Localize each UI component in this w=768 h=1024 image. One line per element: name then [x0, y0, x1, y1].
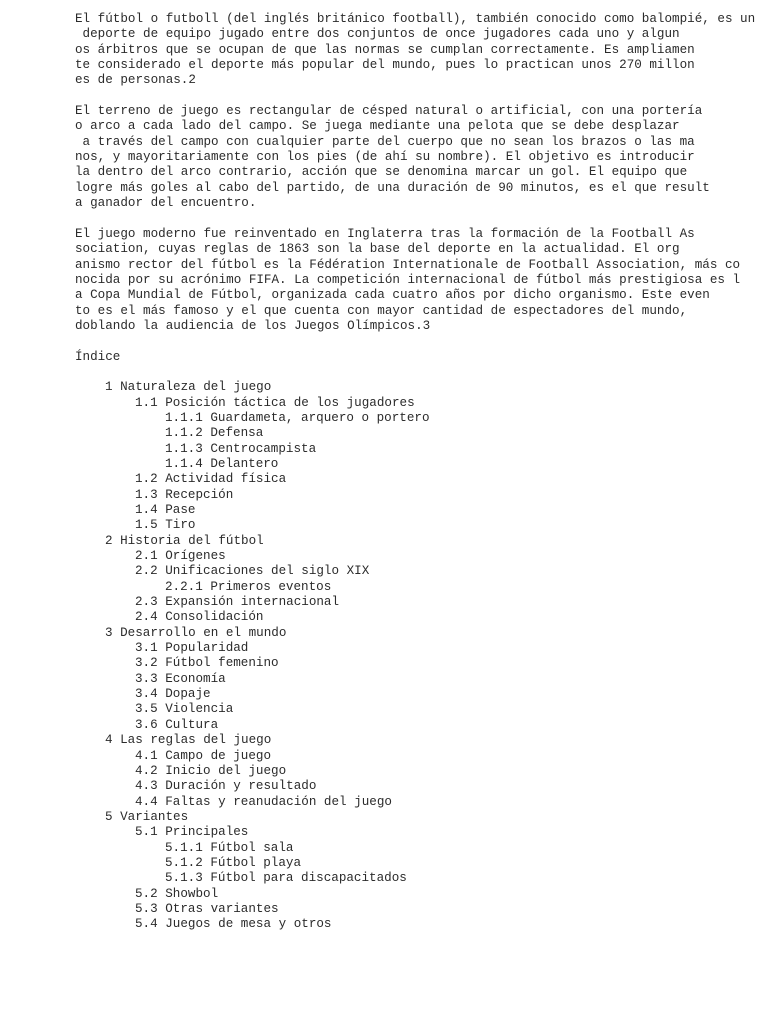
text-line: es de personas.2: [75, 73, 196, 88]
spacer: [75, 365, 755, 380]
text-line: sociation, cuyas reglas de 1863 son la base del deporte en la actualidad. El org: [75, 242, 680, 257]
text-line: anismo rector del fútbol es la Fédération Internationale de Football Association, más co: [75, 257, 741, 272]
toc-item: 4.2 Inicio del juego: [135, 763, 287, 778]
text-line: a Copa Mundial de Fútbol, organizada cada cuatro años por dicho organismo. Este even: [75, 288, 710, 303]
paragraph-field: [75, 104, 755, 211]
text-line: doblando la audiencia de los Juegos Olímpicos.3: [75, 318, 431, 333]
text-line: te considerado el deporte más popular del mundo, pues lo practican unos 270 millon: [75, 58, 695, 73]
table-of-contents: [75, 380, 755, 932]
toc-item: 3 Desarrollo en el mundo: [105, 625, 287, 640]
toc-item: 4.4 Faltas y reanudación del juego: [135, 794, 392, 809]
text-line: la dentro del arco contrario, acción que se denomina marcar un gol. El equipo que: [75, 165, 688, 180]
toc-item: 5.1.1 Fútbol sala: [165, 840, 294, 855]
text-line: logre más goles al cabo del partido, de una duración de 90 minutos, es el que result: [75, 180, 710, 195]
paragraph-history: [75, 227, 755, 334]
toc-item: 1.1 Posición táctica de los jugadores: [135, 395, 415, 410]
text-line: to es el más famoso y el que cuenta con mayor cantidad de espectadores del mundo,: [75, 303, 688, 318]
toc-item: 5.3 Otras variantes: [135, 901, 279, 916]
text-line: a través del campo con cualquier parte del cuerpo que no sean los brazos o las ma: [75, 134, 695, 149]
toc-item: 1.4 Pase: [135, 503, 196, 517]
paragraph-intro: [75, 12, 755, 89]
toc-item: 1.1.1 Guardameta, arquero o portero: [165, 410, 430, 425]
toc-item: 2.3 Expansión internacional: [135, 595, 340, 610]
text-line: El terreno de juego es rectangular de césped natural o artificial, con una portería: [75, 104, 703, 119]
text-line: os árbitros que se ocupan de que las normas se cumplan correctamente. Es ampliamen: [75, 42, 695, 57]
toc-item: 3.2 Fútbol femenino: [135, 656, 279, 671]
toc-item: 2.2.1 Primeros eventos: [165, 579, 332, 594]
text-line: deporte de equipo jugado entre dos conjuntos de once jugadores cada uno y algun: [75, 27, 680, 42]
toc-item: 5.2 Showbol: [135, 886, 219, 901]
toc-item: 3.1 Popularidad: [135, 641, 249, 656]
document-body: [75, 12, 755, 933]
toc-item: 5.1.2 Fútbol playa: [165, 855, 302, 870]
toc-item: 3.6 Cultura: [135, 717, 219, 732]
toc-item: 1.5 Tiro: [135, 518, 196, 533]
toc-item: 2 Historia del fútbol: [105, 533, 264, 548]
toc-item: 3.5 Violencia: [135, 702, 234, 717]
toc-item: 4.1 Campo de juego: [135, 748, 272, 763]
toc-item: 1.1.2 Defensa: [165, 426, 264, 441]
toc-item: 5.4 Juegos de mesa y otros: [135, 917, 332, 932]
toc-item: 1.3 Recepción: [135, 487, 234, 502]
toc-item: 5.1.3 Fútbol para discapacitados: [165, 871, 407, 886]
text-line: El fútbol o futboll (del inglés británico football), también conocido como balompié, es un: [75, 12, 756, 26]
toc-item: 1 Naturaleza del juego: [105, 380, 272, 395]
toc-item: 1.1.3 Centrocampista: [165, 441, 317, 456]
toc-item: 1.1.4 Delantero: [165, 456, 279, 471]
toc-item: 4.3 Duración y resultado: [135, 779, 317, 794]
toc-item: 5 Variantes: [105, 809, 189, 824]
toc-item: 3.4 Dopaje: [135, 687, 211, 702]
text-line: a ganador del encuentro.: [75, 196, 257, 211]
index-heading: Índice: [75, 349, 121, 364]
toc-item: 4 Las reglas del juego: [105, 733, 272, 748]
toc-item: 2.4 Consolidación: [135, 610, 264, 625]
text-line: nos, y mayoritariamente con los pies (de ahí su nombre). El objetivo es introducir: [75, 150, 695, 165]
toc-item: 2.2 Unificaciones del siglo XIX: [135, 564, 370, 579]
toc-item: 5.1 Principales: [135, 825, 249, 840]
text-line: nocida por su acrónimo FIFA. La competición internacional de fútbol más prestigiosa es l: [75, 272, 741, 287]
toc-item: 2.1 Orígenes: [135, 549, 226, 564]
text-line: El juego moderno fue reinventado en Inglaterra tras la formación de la Football As: [75, 226, 695, 241]
toc-item: 3.3 Economía: [135, 671, 226, 686]
text-line: o arco a cada lado del campo. Se juega mediante una pelota que se debe desplazar: [75, 119, 680, 134]
toc-item: 1.2 Actividad física: [135, 472, 287, 487]
